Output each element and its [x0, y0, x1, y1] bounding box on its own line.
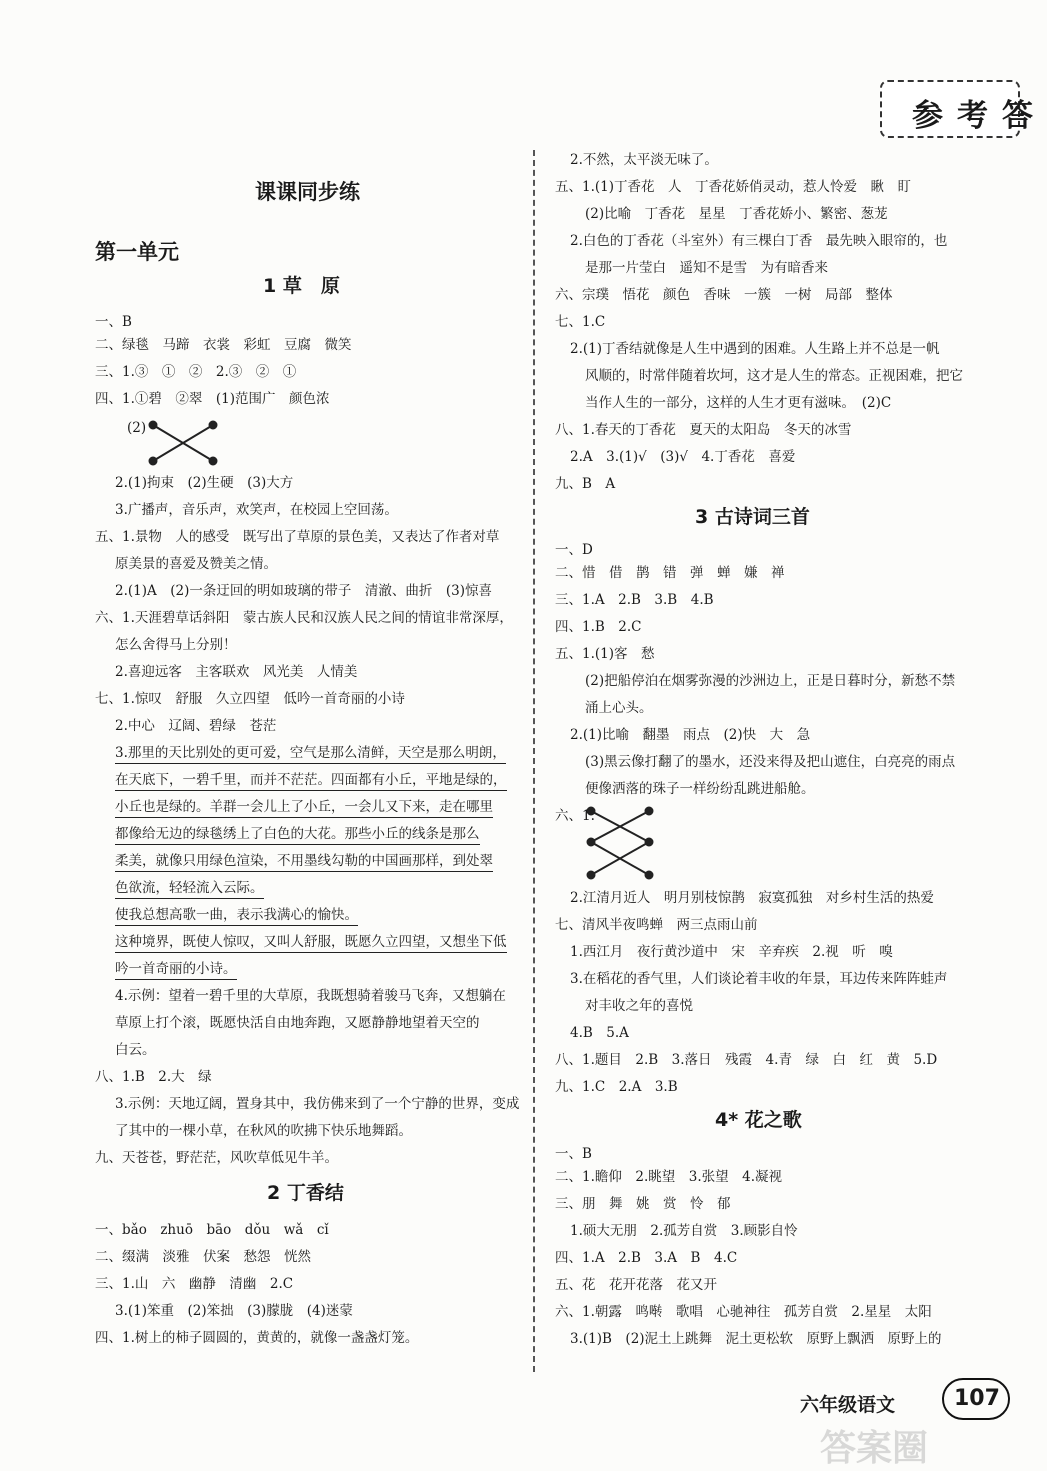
- left-line: 2.(1)A (2)一条迂回的明如玻璃的带子 清澈、曲折 (3)惊喜: [115, 583, 492, 599]
- left-line: 都像给无边的绿毯绣上了白色的大花。那些小丘的线条是那么: [115, 824, 480, 845]
- right-line: 二、惜 借 鹊 错 弹 蝉 嫌 禅: [555, 565, 785, 581]
- matching-lines-right: [585, 806, 655, 880]
- right-line: 七、1.C: [555, 314, 606, 330]
- left-line: 1 草 原: [263, 275, 340, 297]
- right-line: 2.(1)丁香结就像是人生中遇到的困难。人生路上并不总是一帆: [570, 341, 940, 357]
- left-line: 3.(1)笨重 (2)笨拙 (3)朦胧 (4)迷蒙: [115, 1303, 353, 1319]
- left-line: 六、1.天涯碧草话斜阳 蒙古族人民和汉族人民之间的情谊非常深厚，: [95, 610, 513, 626]
- left-line: 四、1.树上的柿子圆圆的，黄黄的，就像一盏盏灯笼。: [95, 1330, 419, 1346]
- right-line: 当作人生的一部分，这样的人生才更有滋味。 (2)C: [585, 395, 892, 411]
- left-line: 3.示例：天地辽阔，置身其中，我仿佛来到了一个宁静的世界，变成: [115, 1096, 520, 1112]
- right-line: 二、1.瞻仰 2.眺望 3.张望 4.凝视: [555, 1169, 783, 1185]
- right-line: 涌上心头。: [585, 700, 653, 716]
- left-line: 八、1.B 2.大 绿: [95, 1069, 212, 1085]
- left-line: 一、bǎo zhuō bāo dǒu wǎ cǐ: [95, 1222, 329, 1238]
- right-line: 便像洒落的珠子一样纷纷乱跳进船舱。: [585, 781, 815, 797]
- left-line: 使我总想高歌一曲，表示我满心的愉快。: [115, 905, 358, 926]
- right-line: 六、1.朝露 鸣啭 歌唱 心驰神往 孤芳自赏 2.星星 太阳: [555, 1304, 932, 1320]
- right-line: 六、宗璞 悟花 颜色 香味 一簇 一树 局部 整体: [555, 287, 893, 303]
- left-line: 色欲流，轻轻流入云际。: [115, 878, 264, 899]
- left-line: 2.(1)拘束 (2)生硬 (3)大方: [115, 475, 294, 491]
- left-line: 4.示例：望着一碧千里的大草原，我既想骑着骏马飞奔，又想躺在: [115, 988, 506, 1004]
- answer-key-banner: [880, 80, 1047, 138]
- right-line: 2.白色的丁香花（斗室外）有三棵白丁香 最先映入眼帘的，也: [570, 233, 948, 249]
- left-line: 草原上打个滚，既愿快活自由地奔跑，又愿静静地望着天空的: [115, 1015, 480, 1031]
- left-line: 一、B: [95, 314, 132, 330]
- right-line: (2)把船停泊在烟雾弥漫的沙洲边上，正是日暮时分，新愁不禁: [585, 673, 956, 689]
- left-line: 四、1.①碧 ②翠 (1)范围广 颜色浓: [95, 391, 330, 407]
- right-line: 2.不然，太平淡无味了。: [570, 152, 718, 168]
- right-line: 一、B: [555, 1146, 592, 1162]
- right-line: 风顺的，时常伴随着坎坷，这才是人生的常态。正视困难，把它: [585, 368, 963, 384]
- left-line: 3.那里的天比别处的更可爱，空气是那么清鲜，天空是那么明朗，: [115, 743, 506, 764]
- column-divider: [533, 150, 535, 1372]
- right-line: 3.(1)B (2)泥土上跳舞 泥土更松软 原野上飘洒 原野上的: [570, 1331, 942, 1347]
- right-line: 4* 花之歌: [715, 1109, 802, 1131]
- left-line: 2 丁香结: [267, 1182, 344, 1204]
- right-line: 3.在稻花的香气里，人们谈论着丰收的年景，耳边传来阵阵蛙声: [570, 971, 948, 987]
- page-number: 107: [942, 1378, 1010, 1420]
- left-line: 第一单元: [95, 240, 179, 264]
- left-line: 九、天苍苍，野茫茫，风吹草低见牛羊。: [95, 1150, 338, 1166]
- footer-grade-subject: 六年级语文: [800, 1394, 896, 1416]
- left-line: 五、1.景物 人的感受 既写出了草原的景色美，又表达了作者对草: [95, 529, 500, 545]
- right-line: 4.B 5.A: [570, 1025, 629, 1041]
- right-line: 九、1.C 2.A 3.B: [555, 1079, 678, 1095]
- left-line: 怎么舍得马上分别！: [115, 637, 237, 653]
- right-line: (3)黑云像打翻了的墨水，还没来得及把山遮住，白亮亮的雨点: [585, 754, 956, 770]
- left-line: 在天底下，一碧千里，而并不茫茫。四面都有小丘，平地是绿的，: [115, 770, 507, 791]
- left-line: 二、缀满 淡雅 伏案 愁怨 恍然: [95, 1249, 311, 1265]
- left-line: 原美景的喜爱及赞美之情。: [115, 556, 277, 572]
- right-line: 1.硕大无朋 2.孤芳自赏 3.顾影自怜: [570, 1223, 798, 1239]
- left-line: 三、1.山 六 幽静 清幽 2.C: [95, 1276, 294, 1292]
- right-line: 五、1.(1)丁香花 人 丁香花娇俏灵动，惹人怜爱 瞅 盯: [555, 179, 912, 195]
- right-line: 2.(1)比喻 翻墨 雨点 (2)快 大 急: [570, 727, 811, 743]
- right-line: 六、1.: [555, 808, 595, 824]
- left-line: 三、1.③ ① ② 2.③ ② ①: [95, 364, 297, 380]
- left-line: 吟一首奇丽的小诗。: [115, 959, 237, 980]
- right-line: 一、D: [555, 542, 593, 558]
- right-line: 九、B A: [555, 476, 616, 492]
- right-line: 三、朋 舞 姚 赏 怜 郁: [555, 1196, 731, 1212]
- left-line: 3.广播声，音乐声，欢笑声，在校园上空回荡。: [115, 502, 398, 518]
- right-line: 三、1.A 2.B 3.B 4.B: [555, 592, 714, 608]
- left-line: 了其中的一棵小草，在秋风的吹拂下快乐地舞蹈。: [115, 1123, 412, 1139]
- right-line: 对丰收之年的喜悦: [585, 998, 693, 1014]
- right-line: 2.A 3.(1)√ (3)√ 4.丁香花 喜爱: [570, 449, 796, 465]
- left-line: 课课同步练: [255, 180, 360, 204]
- right-line: 四、1.B 2.C: [555, 619, 642, 635]
- right-line: 五、花 花开花落 花又开: [555, 1277, 717, 1293]
- left-line: 白云。: [115, 1042, 156, 1058]
- left-line: (2): [127, 420, 147, 436]
- right-line: 八、1.春天的丁香花 夏天的太阳岛 冬天的冰雪: [555, 422, 852, 438]
- banner-title: 参考答: [912, 98, 1047, 134]
- left-line: 二、绿毯 马蹄 衣裳 彩虹 豆腐 微笑: [95, 337, 352, 353]
- left-line: 小丘也是绿的。羊群一会儿上了小丘，一会儿又下来，走在哪里: [115, 797, 493, 818]
- right-line: 八、1.题目 2.B 3.落日 残霞 4.青 绿 白 红 黄 5.D: [555, 1052, 938, 1068]
- left-line: 2.喜迎远客 主客联欢 风光美 人情美: [115, 664, 358, 680]
- right-line: 2.江清月近人 明月别枝惊鹊 寂寞孤独 对乡村生活的热爱: [570, 890, 934, 906]
- right-line: 是那一片莹白 遥知不是雪 为有暗香来: [585, 260, 828, 276]
- right-line: 3 古诗词三首: [695, 506, 810, 528]
- right-line: 四、1.A 2.B 3.A B 4.C: [555, 1250, 738, 1266]
- matching-lines-left: [147, 420, 219, 466]
- left-line: 2.中心 辽阔、碧绿 苍茫: [115, 718, 277, 734]
- watermark: 答案圈: [820, 1428, 929, 1469]
- right-line: 七、清风半夜鸣蝉 两三点雨山前: [555, 917, 758, 933]
- right-line: (2)比喻 丁香花 星星 丁香花娇小、繁密、葱茏: [585, 206, 888, 222]
- right-line: 五、1.(1)客 愁: [555, 646, 655, 662]
- right-line: 1.西江月 夜行黄沙道中 宋 辛弃疾 2.视 听 嗅: [570, 944, 893, 960]
- left-line: 柔美，就像只用绿色渲染，不用墨线勾勒的中国画那样，到处翠: [115, 851, 493, 872]
- left-line: 这种境界，既使人惊叹，又叫人舒服，既愿久立四望，又想坐下低: [115, 932, 507, 953]
- left-line: 七、1.惊叹 舒服 久立四望 低吟一首奇丽的小诗: [95, 691, 405, 707]
